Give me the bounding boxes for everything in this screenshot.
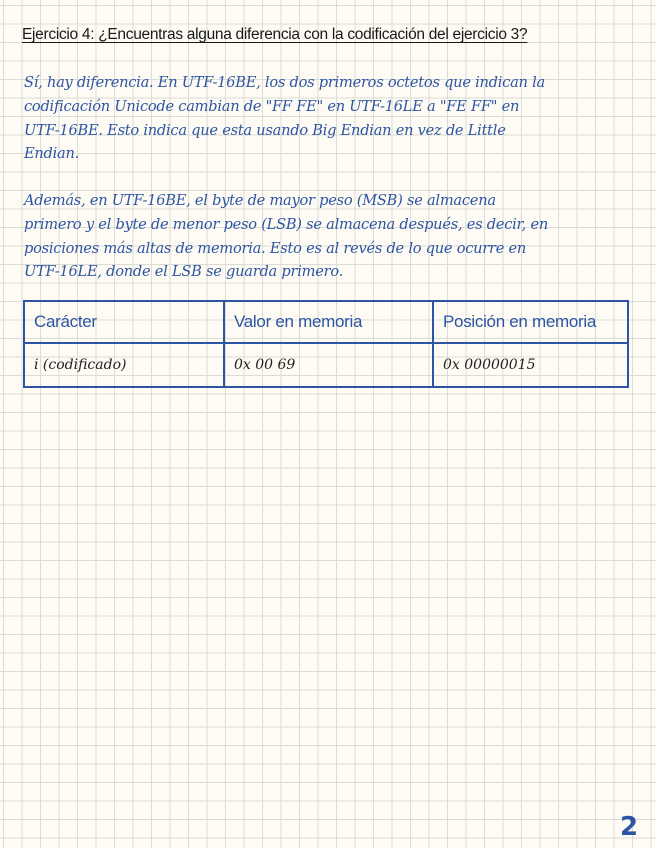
table-header-row — [24, 301, 628, 343]
cell-memory-position: 0x 00000015 — [433, 343, 628, 387]
paragraph-line: posiciones más altas de memoria. Esto es al revés de lo que ocurre en — [24, 239, 527, 257]
answer-paragraph-2 — [24, 189, 634, 284]
paragraph-line: UTF-16BE. Esto indica que esta usando Big Endian en vez de Little — [24, 121, 506, 139]
paragraph-line: Endian. — [24, 145, 80, 163]
header-memory-position: Posición en memoria — [433, 301, 628, 343]
paragraph-line: Sí, hay diferencia. En UTF-16BE, los dos primeros octetos que indican la — [24, 74, 545, 91]
header-character: Carácter — [24, 301, 224, 343]
answer-paragraph-1 — [24, 71, 634, 166]
exercise-title: Ejercicio 4: ¿Encuentras alguna diferencia con la codificación del ejercicio 3? — [22, 26, 528, 43]
page-number: 2 — [620, 812, 639, 842]
cell-memory-value: 0x 00 69 — [224, 343, 433, 387]
paragraph-line: primero y el byte de menor peso (LSB) se almacena después, es decir, en — [24, 215, 548, 233]
memory-table — [23, 300, 629, 388]
header-memory-value: Valor en memoria — [224, 301, 433, 343]
paragraph-line: codificación Unicode cambian de "FF FE" en UTF-16LE a "FE FF" en — [24, 97, 520, 115]
table-row — [24, 343, 628, 387]
paragraph-line: Además, en UTF-16BE, el byte de mayor peso (MSB) se almacena — [24, 192, 496, 209]
cell-character: i (codificado) — [24, 343, 224, 387]
paragraph-line: UTF-16LE, donde el LSB se guarda primero. — [24, 263, 343, 281]
